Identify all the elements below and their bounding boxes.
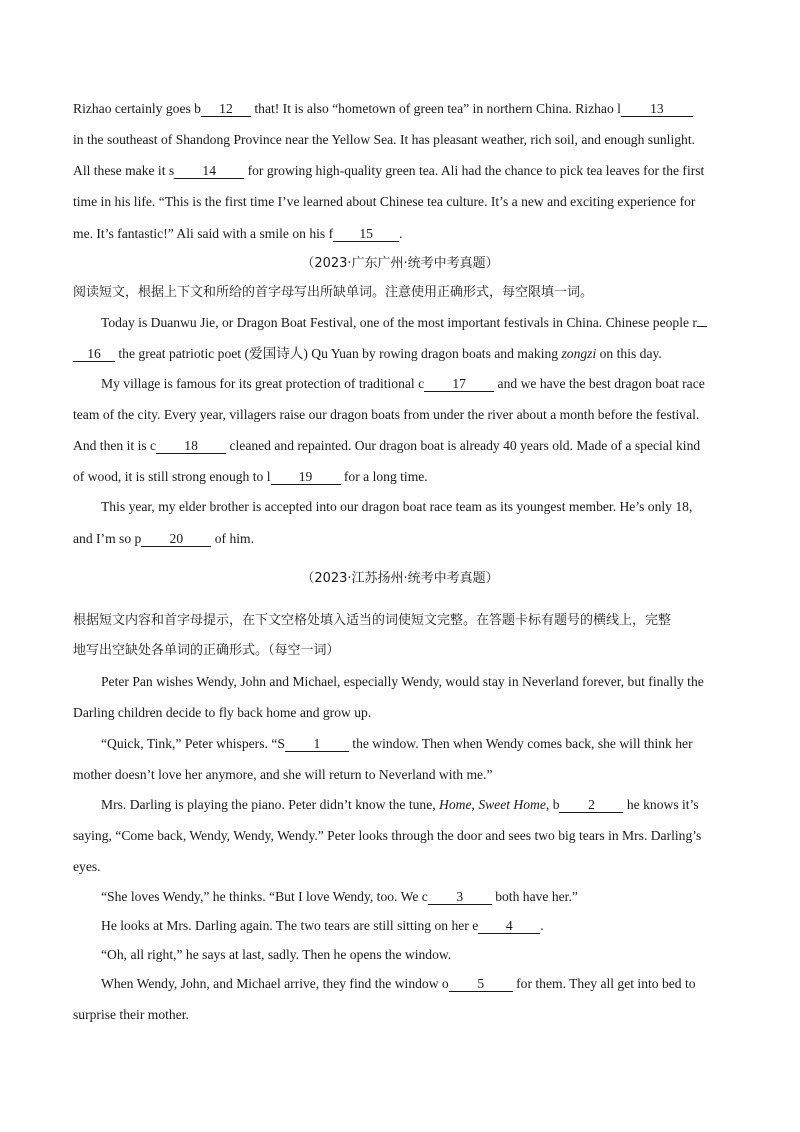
section2-source: （2023·广东广州·统考中考真题） <box>301 256 499 271</box>
s3-p6: “Oh, all right,” he says at last, sadly. Then he opens the window. <box>101 947 452 962</box>
s3-p3-line2: saying, “Come back, Wendy, Wendy, Wendy.” Peter looks through the door and sees two big tears in Mrs. Darling’s <box>73 828 702 843</box>
passage1-line1: Rizhao certainly goes b 12 that! It is also “hometown of green tea” in northern China. Rizhao l 13 <box>73 100 693 118</box>
s3-p5: He looks at Mrs. Darling again. The two tears are still sitting on her e 4 . <box>101 918 544 933</box>
s2-p1-line2: 16 the great patriotic poet (爱国诗人) Qu Yuan by rowing dragon boats and making zongzi on this day. <box>73 345 662 363</box>
s2-p2-line1: My village is famous for its great protection of traditional c 17 and we have the best dragon boat race <box>101 376 705 391</box>
passage1-line2: in the southeast of Shandong Province near the Yellow Sea. It has pleasant weather, rich soil, and enough sunlight. <box>73 132 695 147</box>
s3-p7-line1: When Wendy, John, and Michael arrive, they find the window o 5 for them. They all get into bed to <box>101 976 696 991</box>
blank-5[interactable]: 5 <box>449 976 513 992</box>
s2-p3-line1: This year, my elder brother is accepted into our dragon boat race team as its youngest member. He’s only 18, <box>101 499 693 514</box>
s3-p3-line3: eyes. <box>73 859 101 874</box>
blank-3[interactable]: 3 <box>428 889 492 905</box>
passage1-line5: me. It’s fantastic!” Ali said with a smile on his f 15 . <box>73 226 403 241</box>
s3-p4: “She loves Wendy,” he thinks. “But I love Wendy, too. We c 3 both have her.” <box>101 889 578 904</box>
blank-14[interactable]: 14 <box>174 163 244 179</box>
blank-16[interactable]: 16 <box>73 346 115 362</box>
s3-p1-line1: Peter Pan wishes Wendy, John and Michael, especially Wendy, would stay in Neverland forever, but finally the <box>101 674 704 689</box>
section2-instruction: 阅读短文，根据上下文和所给的首字母写出所缺单词。注意使用正确形式，每空限填一词。 <box>73 285 594 300</box>
passage1-line3: All these make it s 14 for growing high-quality green tea. Ali had the chance to pick tea leaves for the first <box>73 163 705 178</box>
passage1-line4: time in his life. “This is the first time I’ve learned about Chinese tea culture. It’s a new and exciting experience for <box>73 194 696 209</box>
s2-p3-line2: and I’m so p 20 of him. <box>73 531 255 546</box>
s3-p2-line1: “Quick, Tink,” Peter whispers. “S 1 the window. Then when Wendy comes back, she will think her <box>101 736 693 751</box>
section3-instruction-line2: 地写出空缺处各单词的正确形式。（每空一词） <box>73 643 340 658</box>
s2-p2-line4: of wood, it is still strong enough to l 19 for a long time. <box>73 469 428 484</box>
blank-13[interactable]: 13 <box>621 101 693 117</box>
blank-20[interactable]: 20 <box>141 531 211 547</box>
section3-source: （2023·江苏扬州·统考中考真题） <box>301 571 499 586</box>
blank-12[interactable]: 12 <box>201 101 251 117</box>
blank-15[interactable]: 15 <box>333 226 399 242</box>
s2-p1-line1: Today is Duanwu Jie, or Dragon Boat Festival, one of the most important festivals in China. Chinese people r <box>101 314 707 332</box>
s3-p1-line2: Darling children decide to fly back home and grow up. <box>73 705 372 720</box>
blank-19[interactable]: 19 <box>271 469 341 485</box>
s3-p2-line2: mother doesn’t love her anymore, and she will return to Neverland with me.” <box>73 767 493 782</box>
blank-18[interactable]: 18 <box>156 438 226 454</box>
section3-instruction-line1: 根据短文内容和首字母提示，在下文空格处填入适当的词使短文完整。在答题卡标有题号的横线上，完整 <box>73 613 672 628</box>
blank-1[interactable]: 1 <box>285 736 349 752</box>
blank-16-start <box>697 326 707 327</box>
blank-4[interactable]: 4 <box>478 918 540 934</box>
s3-p7-line2: surprise their mother. <box>73 1007 189 1022</box>
blank-2[interactable]: 2 <box>559 797 623 813</box>
s2-p2-line2: team of the city. Every year, villagers raise our dragon boats from under the river about a month before the festival. <box>73 407 700 422</box>
s2-p2-line3: And then it is c 18 cleaned and repainted. Our dragon boat is already 40 years old. Made of a special kind <box>73 438 701 453</box>
s3-p3-line1: Mrs. Darling is playing the piano. Peter didn’t know the tune, Home, Sweet Home, b 2 he knows it’s <box>101 797 699 812</box>
blank-17[interactable]: 17 <box>424 376 494 392</box>
